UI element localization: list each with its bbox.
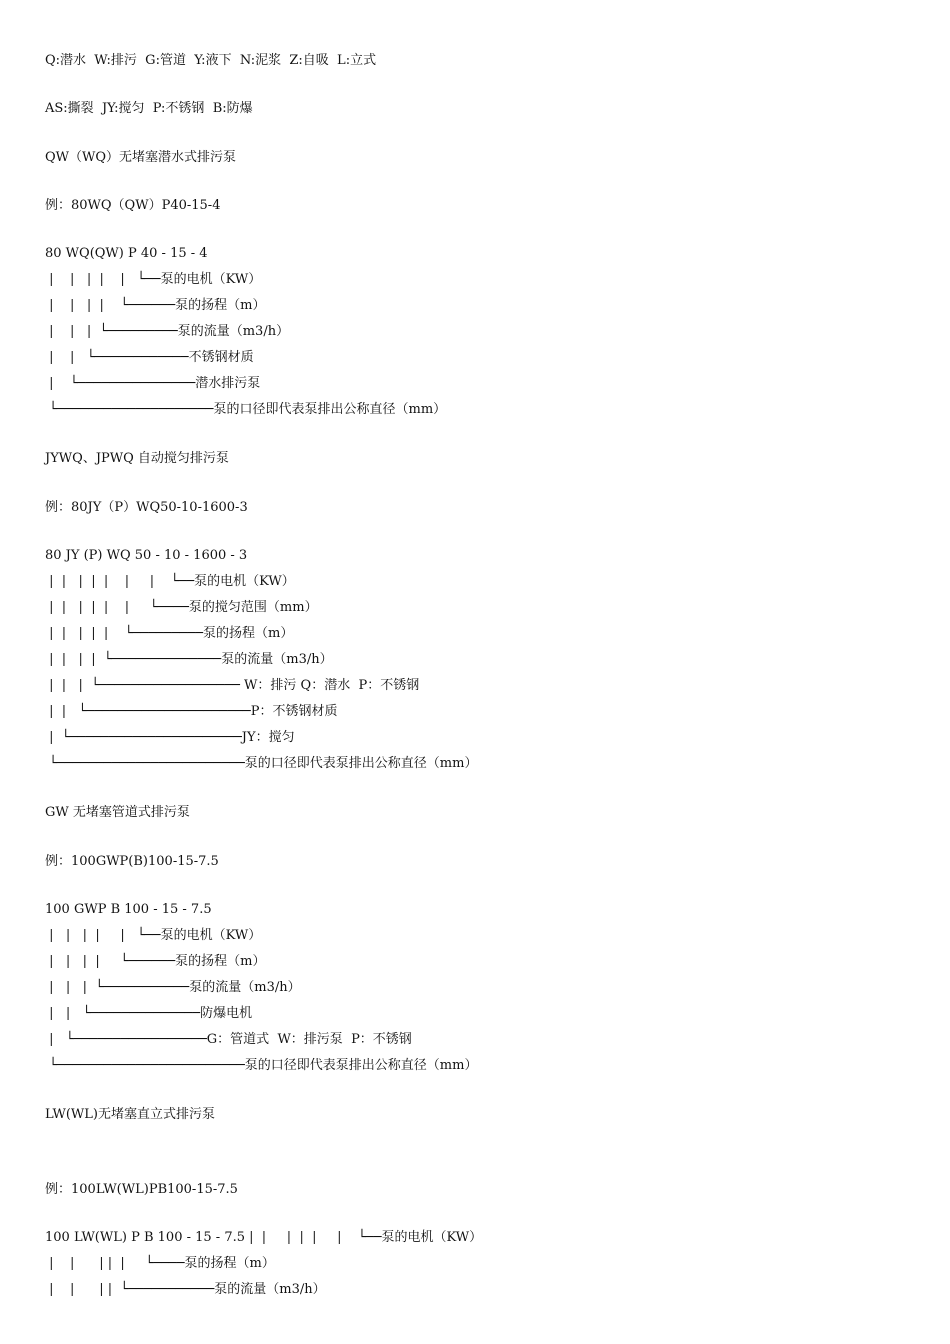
model-breakdown-jywq: 80 JY (P) WQ 50 - 10 - 1600 - 3 — [45, 548, 248, 563]
annotation-line: | | | | | └─────────泵的扬程（m） — [45, 626, 294, 641]
annotation-line: | | └────────────不锈钢材质 — [45, 350, 254, 365]
annotation-line: | | | | └───────────泵的流量（m3/h） — [45, 1282, 326, 1297]
annotation-line: | └──────────────────────JY：搅匀 — [45, 730, 295, 745]
section-heading-jywq: JYWQ、JPWQ 自动搅匀排污泵 — [45, 451, 229, 466]
annotation-line: | | | └─────────泵的流量（m3/h） — [45, 324, 290, 339]
example-jywq: 例：80JY（P）WQ50-10-1600-3 — [45, 500, 248, 515]
annotation-line: └────────────────────泵的口径即代表泵排出公称直径（mm） — [45, 402, 447, 417]
annotation-line: | | | | └──────────────泵的流量（m3/h） — [45, 652, 333, 667]
annotation-line: | | | | └──────泵的扬程（m） — [45, 954, 266, 969]
annotation-line: | | | | └──────泵的扬程（m） — [45, 298, 266, 313]
annotation-line: | └─────────────────G：管道式 W：排污泵 P：不锈钢 — [45, 1032, 412, 1047]
pump-feature-codes-line: AS:撕裂 JY:搅匀 P:不锈钢 B:防爆 — [45, 101, 253, 116]
model-breakdown-qw: 80 WQ(QW) P 40 - 15 - 4 — [45, 246, 208, 261]
annotation-line: | | └─────────────────────P：不锈钢材质 — [45, 704, 338, 719]
example-qw: 例：80WQ（QW）P40-15-4 — [45, 198, 221, 213]
annotation-line: | | | | | └──泵的电机（KW） — [45, 272, 262, 287]
annotation-line: | | | | | | └────泵的搅匀范围（mm） — [45, 600, 318, 615]
annotation-line: | | | | | | | └──泵的电机（KW） — [45, 574, 295, 589]
pump-type-codes-line: Q:潜水 W:排污 G:管道 Y:液下 N:泥浆 Z:自吸 L:立式 — [45, 53, 377, 68]
annotation-line: | | └──────────────防爆电机 — [45, 1006, 253, 1021]
annotation-line: | | | | | └────泵的扬程（m） — [45, 1256, 275, 1271]
section-heading-qw: QW（WQ）无堵塞潜水式排污泵 — [45, 150, 237, 165]
annotation-line: └────────────────────────泵的口径即代表泵排出公称直径（mm） — [45, 1058, 478, 1073]
annotation-line: | | | └───────────泵的流量（m3/h） — [45, 980, 301, 995]
section-heading-gw: GW 无堵塞管道式排污泵 — [45, 805, 190, 820]
section-heading-lw: LW(WL)无堵塞直立式排污泵 — [45, 1107, 216, 1122]
example-lw: 例：100LW(WL)PB100-15-7.5 — [45, 1182, 238, 1197]
model-breakdown-lw: 100 LW(WL) P B 100 - 15 - 7.5 | | | | | | └──泵的电机（KW） — [45, 1230, 483, 1245]
annotation-line: | └───────────────潜水排污泵 — [45, 376, 261, 391]
example-gw: 例：100GWP(B)100-15-7.5 — [45, 854, 219, 869]
annotation-line: └────────────────────────泵的口径即代表泵排出公称直径（mm） — [45, 756, 478, 771]
annotation-line: | | | └────────────────── W：排污 Q：潜水 P：不锈钢 — [45, 678, 420, 693]
model-breakdown-gw: 100 GWP B 100 - 15 - 7.5 — [45, 902, 212, 917]
annotation-line: | | | | | └──泵的电机（KW） — [45, 928, 262, 943]
